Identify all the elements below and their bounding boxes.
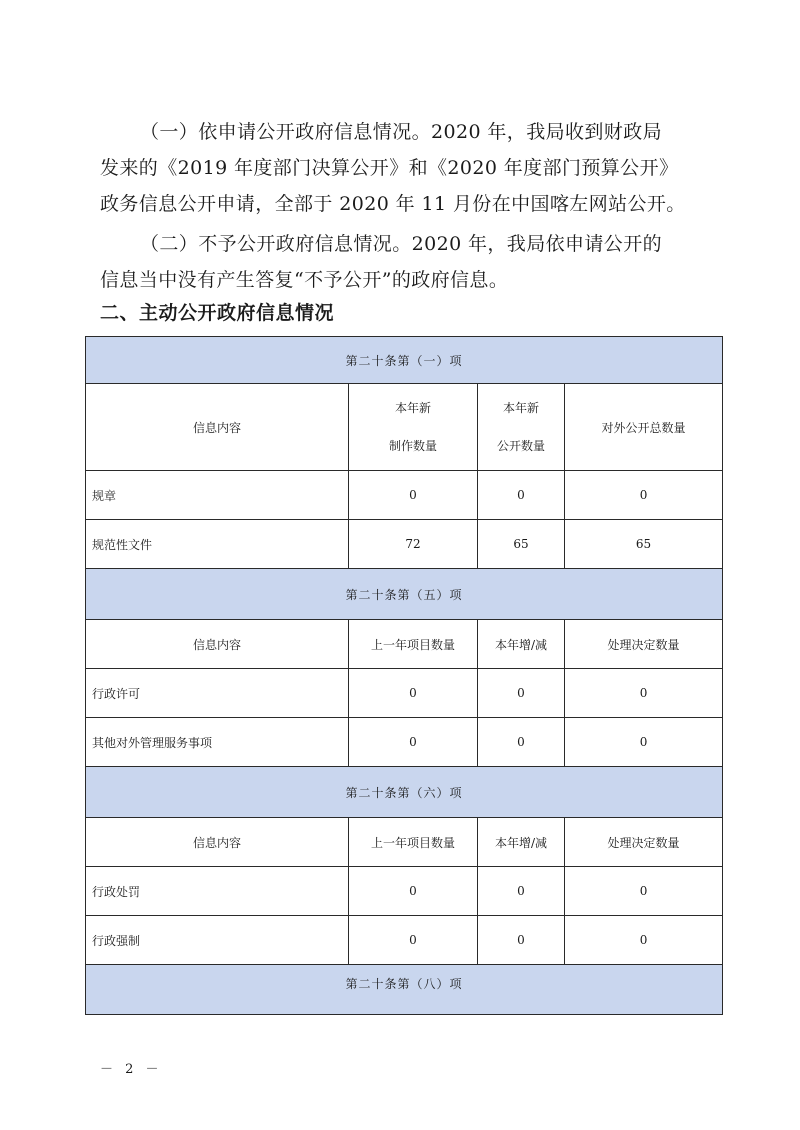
row-label: 规范性文件 bbox=[86, 520, 349, 569]
column-header-line: 公开数量 bbox=[496, 439, 545, 453]
table-row bbox=[86, 471, 723, 520]
paragraph-line: （一）依申请公开政府信息情况。2020 年，我局收到财政局 bbox=[140, 121, 662, 143]
column-header-line: 制作数量 bbox=[388, 439, 437, 453]
paragraph-line: （二）不予公开政府信息情况。2020 年，我局依申请公开的 bbox=[140, 233, 662, 255]
table-row bbox=[86, 867, 723, 916]
cell-value: 0 bbox=[349, 718, 478, 767]
column-header-line: 本年新 bbox=[502, 401, 539, 415]
column-header: 信息内容 bbox=[86, 818, 349, 867]
cell-value: 0 bbox=[565, 718, 723, 767]
column-header: 本年增/减 bbox=[478, 818, 565, 867]
cell-value: 65 bbox=[478, 520, 565, 569]
cell-value: 0 bbox=[565, 916, 723, 965]
disclosure-table bbox=[85, 336, 723, 1015]
cell-value: 0 bbox=[349, 669, 478, 718]
row-label: 规章 bbox=[86, 471, 349, 520]
paragraph-line: 发来的《2019 年度部门决算公开》和《2020 年度部门预算公开》 bbox=[100, 157, 679, 179]
cell-value: 0 bbox=[478, 867, 565, 916]
column-header: 上一年项目数量 bbox=[349, 818, 478, 867]
column-header: 信息内容 bbox=[86, 384, 349, 471]
table-section-title: 第二十条第（五）项 bbox=[86, 569, 723, 620]
column-header: 信息内容 bbox=[86, 620, 349, 669]
cell-value: 0 bbox=[478, 916, 565, 965]
cell-value: 0 bbox=[565, 867, 723, 916]
cell-value: 0 bbox=[349, 867, 478, 916]
column-header: 本年增/减 bbox=[478, 620, 565, 669]
table-section-title: 第二十条第（八）项 bbox=[86, 965, 723, 1015]
column-header: 上一年项目数量 bbox=[349, 620, 478, 669]
table-section-title: 第二十条第（六）项 bbox=[86, 767, 723, 818]
row-label: 行政许可 bbox=[86, 669, 349, 718]
cell-value: 0 bbox=[478, 718, 565, 767]
column-header: 对外公开总数量 bbox=[565, 384, 723, 471]
row-label: 行政处罚 bbox=[86, 867, 349, 916]
table-row bbox=[86, 520, 723, 569]
column-header: 处理决定数量 bbox=[565, 620, 723, 669]
cell-value: 0 bbox=[349, 471, 478, 520]
cell-value: 0 bbox=[349, 916, 478, 965]
section-heading: 二、主动公开政府信息情况 bbox=[100, 302, 335, 324]
page-number: － 2 － bbox=[100, 1062, 163, 1077]
table-section-title: 第二十条第（一）项 bbox=[86, 337, 723, 384]
table-row bbox=[86, 669, 723, 718]
row-label: 行政强制 bbox=[86, 916, 349, 965]
column-header bbox=[349, 384, 478, 471]
column-header: 处理决定数量 bbox=[565, 818, 723, 867]
cell-value: 65 bbox=[565, 520, 723, 569]
paragraph-line: 政务信息公开申请，全部于 2020 年 11 月份在中国喀左网站公开。 bbox=[100, 193, 686, 215]
table-row bbox=[86, 916, 723, 965]
row-label: 其他对外管理服务事项 bbox=[86, 718, 349, 767]
paragraph-line: 信息当中没有产生答复“不予公开”的政府信息。 bbox=[100, 269, 509, 291]
column-header bbox=[478, 384, 565, 471]
column-header-line: 本年新 bbox=[394, 401, 431, 415]
paragraph-not-disclosed bbox=[100, 226, 720, 298]
cell-value: 0 bbox=[478, 669, 565, 718]
cell-value: 0 bbox=[565, 669, 723, 718]
cell-value: 0 bbox=[478, 471, 565, 520]
paragraph-apply-disclosure bbox=[100, 114, 720, 222]
cell-value: 0 bbox=[565, 471, 723, 520]
table-row bbox=[86, 718, 723, 767]
cell-value: 72 bbox=[349, 520, 478, 569]
